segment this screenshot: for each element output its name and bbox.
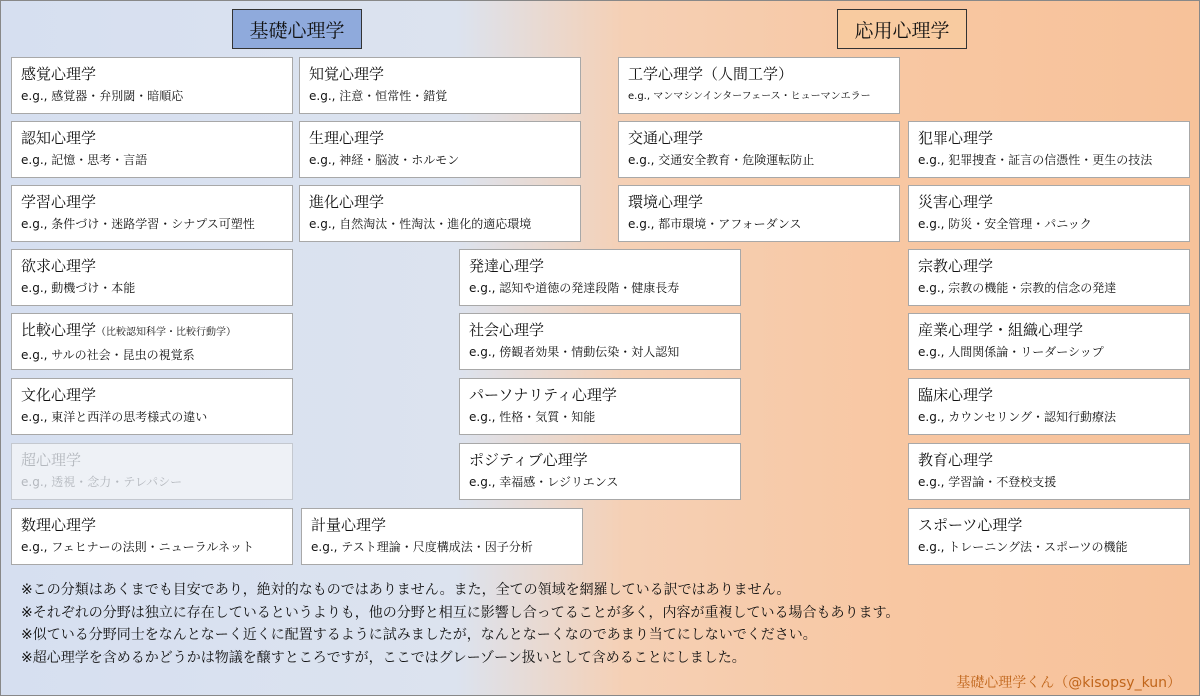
field-industrial xyxy=(908,313,1190,370)
field-learning xyxy=(11,185,293,242)
field-name: 文化心理学 xyxy=(21,386,97,404)
field-cultural xyxy=(11,378,293,435)
basic-psychology-header: 基礎心理学 xyxy=(232,9,362,49)
field-environmental xyxy=(618,185,900,242)
field-educational xyxy=(908,443,1190,500)
field-name: 進化心理学 xyxy=(309,193,385,211)
author-credit: 基礎心理学くん（@kisopsy_kun） xyxy=(956,675,1181,691)
field-name: 超心理学 xyxy=(21,451,82,469)
field-examples: e.g., カウンセリング・認知行動療法 xyxy=(918,410,1117,424)
field-clinical xyxy=(908,378,1190,435)
field-title: 比較心理学 xyxy=(21,321,97,339)
field-examples: e.g., 認知や道徳の発達段階・健康長寿 xyxy=(469,281,680,295)
field-name: 産業心理学・組織心理学 xyxy=(918,321,1084,339)
field-examples: e.g., 傍観者効果・情動伝染・対人認知 xyxy=(469,345,680,359)
field-comparative xyxy=(11,313,293,370)
field-name: 感覚心理学 xyxy=(21,65,97,83)
field-social xyxy=(459,313,741,370)
field-name: 犯罪心理学 xyxy=(918,129,994,147)
field-name: 臨床心理学 xyxy=(918,386,994,404)
field-parapsychology xyxy=(11,443,293,500)
field-name: スポーツ心理学 xyxy=(918,516,1023,534)
field-examples: e.g., 人間関係論・リーダーシップ xyxy=(918,345,1104,359)
field-examples: e.g., 注意・恒常性・錯覚 xyxy=(309,89,448,103)
notes xyxy=(21,579,899,669)
field-evolutionary xyxy=(299,185,581,242)
field-religion xyxy=(908,249,1190,306)
field-examples: e.g., 感覚器・弁別閾・暗順応 xyxy=(21,89,184,103)
field-criminal xyxy=(908,121,1190,178)
field-examples: e.g., 動機づけ・本能 xyxy=(21,281,136,295)
field-name: 認知心理学 xyxy=(21,129,97,147)
field-examples: e.g., 性格・気質・知能 xyxy=(469,410,596,424)
field-name: 発達心理学 xyxy=(469,257,545,275)
field-name: パーソナリティ心理学 xyxy=(469,386,617,404)
field-developmental xyxy=(459,249,741,306)
field-examples: e.g., 自然淘汰・性淘汰・進化的適応環境 xyxy=(309,217,532,231)
field-examples: e.g., 交通安全教育・危険運転防止 xyxy=(628,153,815,167)
note-line: ※この分類はあくまでも目安であり，絶対的なものではありません。また，全ての領域を網羅している訳ではありません。 xyxy=(21,582,791,598)
field-name: 学習心理学 xyxy=(21,193,97,211)
field-examples: e.g., テスト理論・尺度構成法・因子分析 xyxy=(311,540,533,554)
field-name: 災害心理学 xyxy=(918,193,994,211)
field-sensation xyxy=(11,57,293,114)
field-name: 数理心理学 xyxy=(21,516,97,534)
field-examples: e.g., 神経・脳波・ホルモン xyxy=(309,153,460,167)
field-name: 生理心理学 xyxy=(309,129,385,147)
field-disaster xyxy=(908,185,1190,242)
field-examples: e.g., トレーニング法・スポーツの機能 xyxy=(918,540,1128,554)
field-mathematical xyxy=(11,508,293,565)
field-motivation xyxy=(11,249,293,306)
field-name: ポジティブ心理学 xyxy=(469,451,588,469)
field-examples: e.g., 記憶・思考・言語 xyxy=(21,153,148,167)
field-perception xyxy=(299,57,581,114)
note-line: ※それぞれの分野は独立に存在しているというよりも，他の分野と相互に影響し合ってることが多く，内容が重複している場合もあります。 xyxy=(21,604,900,621)
note-line: ※似ている分野同士をなんとなーく近くに配置するように試みましたが，なんとなーくなのであまり当てにしないでください。 xyxy=(21,627,817,643)
field-examples: e.g., サルの社会・昆虫の視覚系 xyxy=(21,348,195,362)
field-examples: e.g., 透視・念力・テレパシー xyxy=(21,475,183,489)
field-name: 社会心理学 xyxy=(469,321,545,339)
field-examples: e.g., 防災・安全管理・パニック xyxy=(918,217,1092,231)
field-examples: e.g., 条件づけ・迷路学習・シナプス可塑性 xyxy=(21,217,255,231)
field-examples: e.g., マンマシンインターフェース・ヒューマンエラー xyxy=(628,91,871,102)
field-name: 環境心理学 xyxy=(628,193,704,211)
field-subtitle: （比較認知科学・比較行動学） xyxy=(96,327,237,338)
field-examples: e.g., 東洋と西洋の思考様式の違い xyxy=(21,410,208,424)
field-name: 欲求心理学 xyxy=(21,257,97,275)
field-examples: e.g., 犯罪捜査・証言の信憑性・更生の技法 xyxy=(918,153,1153,167)
field-examples: e.g., フェヒナーの法則・ニューラルネット xyxy=(21,540,254,554)
applied-psychology-header: 応用心理学 xyxy=(837,9,967,49)
field-physiological xyxy=(299,121,581,178)
field-name: 計量心理学 xyxy=(311,516,387,534)
field-name xyxy=(21,320,283,343)
field-examples: e.g., 幸福感・レジリエンス xyxy=(469,475,619,489)
field-engineering xyxy=(618,57,900,114)
field-personality xyxy=(459,378,741,435)
field-sports xyxy=(908,508,1190,565)
field-positive xyxy=(459,443,741,500)
field-examples: e.g., 学習論・不登校支援 xyxy=(918,475,1057,489)
note-line: ※超心理学を含めるかどうかは物議を醸すところですが，ここではグレーゾーン扱いとして含めることにしました。 xyxy=(21,649,746,666)
field-name: 教育心理学 xyxy=(918,451,994,469)
field-examples: e.g., 都市環境・アフォーダンス xyxy=(628,217,802,231)
field-cognitive xyxy=(11,121,293,178)
field-name: 宗教心理学 xyxy=(918,257,994,275)
field-psychometrics xyxy=(301,508,583,565)
field-name: 知覚心理学 xyxy=(309,65,385,83)
field-examples: e.g., 宗教の機能・宗教的信念の発達 xyxy=(918,281,1117,295)
field-name: 交通心理学 xyxy=(628,129,704,147)
field-traffic xyxy=(618,121,900,178)
field-name: 工学心理学（人間工学） xyxy=(628,65,794,83)
